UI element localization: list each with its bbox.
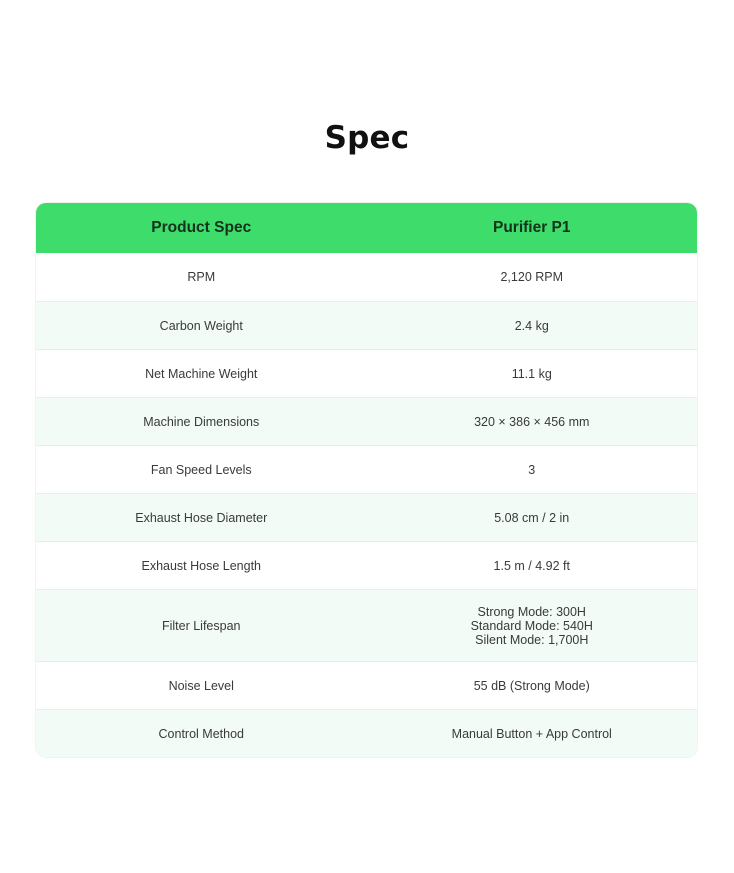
table-row [36,397,697,445]
table-header [36,203,697,253]
row-label: Machine Dimensions [143,414,260,429]
row-value: 320 × 386 × 456 mm [474,414,590,429]
row-label: RPM [187,270,216,284]
filter-lifespan-values [471,605,593,647]
table-body [36,253,697,757]
row-label: Noise Level [168,678,234,693]
row-value [367,590,698,661]
filter-lifespan-silent: Silent Mode: 1,700H [475,632,589,647]
row-label: Exhaust Hose Diameter [135,510,268,525]
table-row [36,541,697,589]
table-row [36,709,697,757]
row-label: Fan Speed Levels [150,462,252,477]
header-product-spec: Product Spec [151,219,252,236]
row-value: 1.5 m / 4.92 ft [493,558,570,573]
page-title: Spec [324,120,410,156]
row-label: Control Method [158,726,244,741]
filter-lifespan-standard: Standard Mode: 540H [470,618,593,633]
table-row [36,301,697,349]
row-value: 11.1 kg [511,366,552,381]
table-row [36,589,697,661]
table-row [36,349,697,397]
row-value: 2,120 RPM [500,270,564,284]
row-value: 55 dB (Strong Mode) [473,678,590,693]
row-label: Carbon Weight [159,318,243,333]
table-row [36,493,697,541]
row-value: 3 [528,462,536,477]
table-row [36,253,697,301]
row-label: Net Machine Weight [145,366,258,381]
spec-table [36,203,697,757]
table-row [36,661,697,709]
header-purifier-p1: Purifier P1 [492,219,571,236]
row-label: Exhaust Hose Length [141,558,262,573]
filter-lifespan-strong: Strong Mode: 300H [477,604,586,619]
table-row [36,445,697,493]
row-value: 2.4 kg [514,318,549,333]
row-value: 5.08 cm / 2 in [494,510,570,525]
row-value: Manual Button + App Control [451,726,612,741]
row-label: Filter Lifespan [161,618,241,633]
